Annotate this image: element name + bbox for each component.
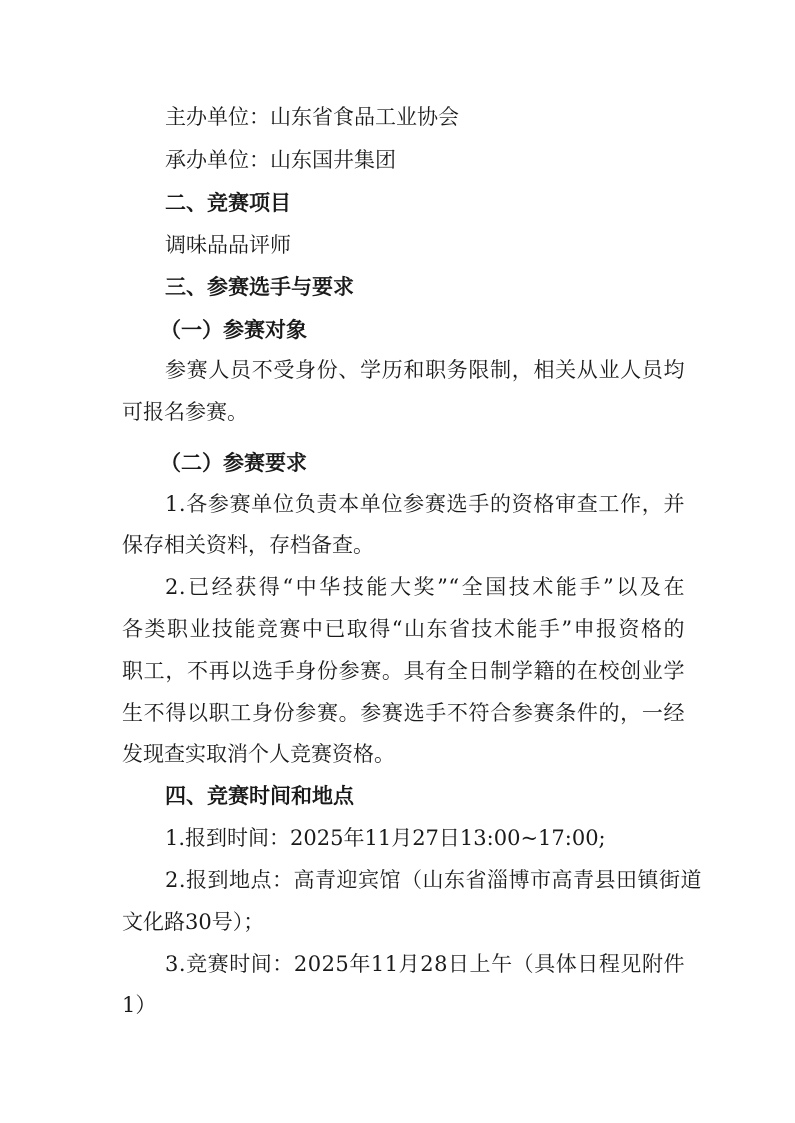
registration-time: 1.报到时间：2025年11月27日13:00~17:00; xyxy=(165,826,606,850)
registration-place-line-1: 2.报到地点：高青迎宾馆（山东省淄博市高青县田镇街道 xyxy=(165,868,703,892)
section-heading-contestants: 三、参赛选手与要求 xyxy=(165,275,354,299)
requirement-1-line-2: 保存相关资料，存档备查。 xyxy=(122,533,374,557)
subheading-participants: （一）参赛对象 xyxy=(160,317,307,342)
competition-time-line-1: 3.竞赛时间：2025年11月28日上午（具体日程见附件 xyxy=(165,952,685,976)
requirement-2-line-4: 生不得以职工身份参赛。参赛选手不符合参赛条件的，一经 xyxy=(122,701,685,725)
undertaker-organizer: 承办单位：山东国井集团 xyxy=(165,148,396,172)
participants-line-2: 可报名参赛。 xyxy=(122,400,248,424)
requirement-2-line-5: 发现查实取消个人竞赛资格。 xyxy=(122,742,395,766)
subheading-requirements: （二）参赛要求 xyxy=(160,450,307,475)
requirement-2-line-1: 2.已经获得“中华技能大奖”“全国技术能手”以及在 xyxy=(165,575,685,599)
participants-line-1: 参赛人员不受身份、学历和职务限制，相关从业人员均 xyxy=(165,358,685,382)
requirement-2-line-2: 各类职业技能竞赛中已取得“山东省技术能手”申报资格的 xyxy=(122,617,685,641)
host-organizer: 主办单位：山东省食品工业协会 xyxy=(165,105,459,129)
registration-place-line-2: 文化路30号）； xyxy=(122,910,265,934)
requirement-1-line-1: 1.各参赛单位负责本单位参赛选手的资格审查工作，并 xyxy=(165,492,685,516)
section-heading-competition-item: 二、竞赛项目 xyxy=(165,191,291,215)
requirement-2-line-3: 职工，不再以选手身份参赛。具有全日制学籍的在校创业学 xyxy=(122,659,685,683)
competition-item-text: 调味品品评师 xyxy=(165,233,291,257)
section-heading-time-place: 四、竞赛时间和地点 xyxy=(165,784,354,808)
competition-time-line-2: 1） xyxy=(122,993,157,1017)
